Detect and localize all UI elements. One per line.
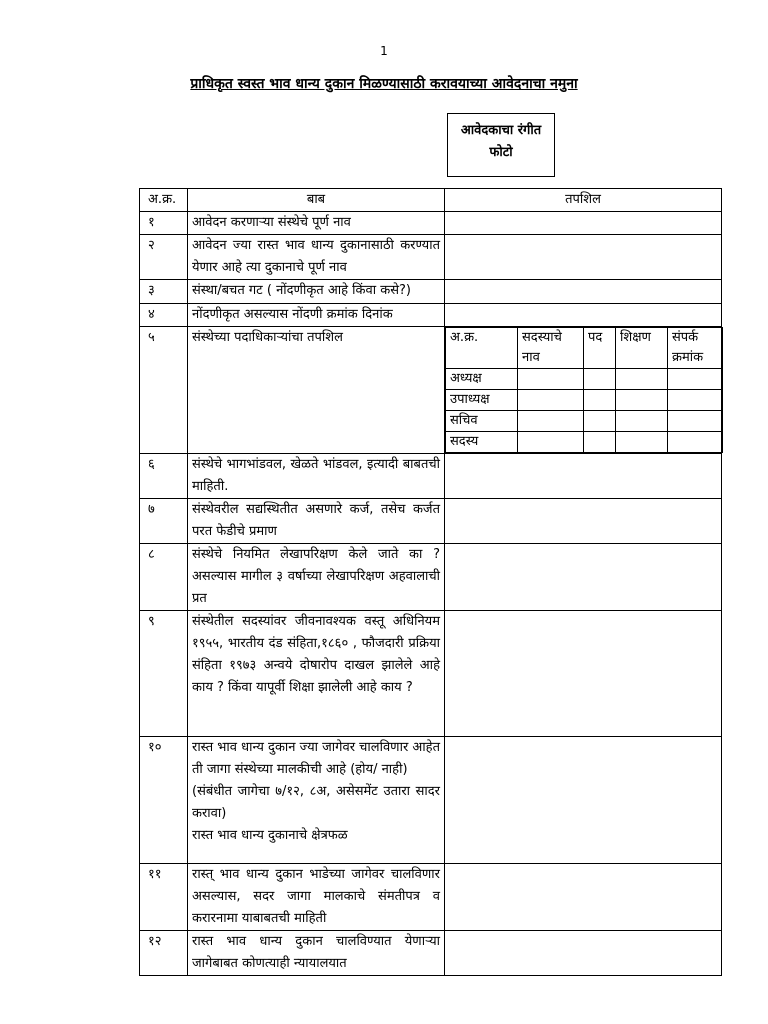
header-details: तपशिल — [445, 189, 722, 212]
official-role: अध्यक्ष — [446, 369, 518, 390]
row-item-text: संस्थेतील सदस्यांवर जीवनावश्यक वस्तू अधिनियम १९५५, भारतीय दंड संहिता,१८६० , फौजदारी प्रक्रिया संहिता १९७३ अन्वये दोषारोप दाखल झालेले आहे काय ? किंवा यापूर्वी शिक्षा झालेली आहे काय ? — [188, 611, 445, 737]
row-details-cell[interactable] — [445, 454, 722, 499]
row-item-text: आवेदन ज्या रास्त भाव धान्य दुकानासाठी करण्यात येणार आहे त्या दुकानाचे पूर्ण नाव — [188, 235, 445, 280]
table-row — [140, 212, 722, 235]
official-contact-cell[interactable] — [668, 390, 723, 411]
officials-header-contact: संपर्क क्रमांक — [668, 328, 723, 369]
official-post-cell[interactable] — [584, 390, 616, 411]
officials-header-sr: अ.क्र. — [446, 328, 518, 369]
application-form-table — [139, 188, 722, 976]
row-details-cell[interactable] — [445, 737, 722, 864]
photo-box — [447, 113, 555, 177]
row-details-cell[interactable] — [445, 499, 722, 544]
officials-row — [446, 369, 723, 390]
photo-box-label-2: फोटो — [489, 145, 513, 160]
table-row — [140, 544, 722, 611]
row-item-text: रास्त् भाव धान्य दुकान भाडेच्या जागेवर चालविणार असल्यास, सदर जागा मालकाचे संमतीपत्र व करारनामा याबाबतची माहिती — [188, 864, 445, 931]
official-role: सचिव — [446, 411, 518, 432]
official-role: उपाध्यक्ष — [446, 390, 518, 411]
table-row — [140, 611, 722, 737]
officials-table — [445, 327, 723, 453]
row-item-text — [188, 737, 445, 864]
row-item-text: संस्थेच्या पदाधिकाऱ्यांचा तपशिल — [188, 327, 445, 454]
row-details-cell[interactable] — [445, 611, 722, 737]
row-details-cell[interactable] — [445, 544, 722, 611]
table-row — [140, 499, 722, 544]
header-sr: अ.क्र. — [140, 189, 188, 212]
officials-row — [446, 411, 723, 432]
official-education-cell[interactable] — [616, 432, 668, 453]
official-post-cell[interactable] — [584, 411, 616, 432]
row-item-text-line: (संबंधीत जागेचा ७/१२, ८अ, असेसमेंट उतारा सादर करावा) — [192, 784, 440, 821]
row-number: १ — [140, 212, 188, 235]
table-row — [140, 235, 722, 280]
official-name-cell[interactable] — [518, 390, 584, 411]
row-number: १२ — [140, 931, 188, 976]
officials-header-education: शिक्षण — [616, 328, 668, 369]
row-item-text: संस्थेचे भागभांडवल, खेळते भांडवल, इत्यादी बाबतची माहिती. — [188, 454, 445, 499]
row-details-cell[interactable] — [445, 864, 722, 931]
table-row — [140, 327, 722, 454]
row-number: ११ — [140, 864, 188, 931]
row-item-text-line: रास्त भाव धान्य दुकानाचे क्षेत्रफळ — [192, 828, 348, 843]
official-name-cell[interactable] — [518, 432, 584, 453]
photo-box-label-1: आवेदकाचा रंगीत — [460, 123, 542, 138]
official-name-cell[interactable] — [518, 369, 584, 390]
table-row — [140, 864, 722, 931]
row-item-text: रास्त भाव धान्य दुकान चालविण्यात येणाऱ्या जागेबाबत कोणत्याही न्यायालयात — [188, 931, 445, 976]
row-item-text-line: रास्त भाव धान्य दुकान ज्या जागेवर चालविणार आहेत ती जागा संस्थेच्या मालकीची आहे (होय/ नाही) — [192, 740, 440, 777]
page-number: 1 — [380, 44, 388, 58]
officials-header-row — [446, 328, 723, 369]
table-row — [140, 280, 722, 304]
table-row — [140, 737, 722, 864]
row-number: ६ — [140, 454, 188, 499]
table-header-row — [140, 189, 722, 212]
official-contact-cell[interactable] — [668, 411, 723, 432]
officials-cell — [445, 327, 722, 454]
row-number: ५ — [140, 327, 188, 454]
row-details-cell[interactable] — [445, 304, 722, 327]
official-post-cell[interactable] — [584, 369, 616, 390]
official-post-cell[interactable] — [584, 432, 616, 453]
officials-row — [446, 390, 723, 411]
official-role: सदस्य — [446, 432, 518, 453]
official-education-cell[interactable] — [616, 390, 668, 411]
official-contact-cell[interactable] — [668, 369, 723, 390]
row-details-cell[interactable] — [445, 280, 722, 304]
row-item-text: आवेदन करणाऱ्या संस्थेचे पूर्ण नाव — [188, 212, 445, 235]
officials-row — [446, 432, 723, 453]
row-details-cell[interactable] — [445, 212, 722, 235]
row-number: ३ — [140, 280, 188, 304]
table-row — [140, 454, 722, 499]
header-item: बाब — [188, 189, 445, 212]
row-number: ९ — [140, 611, 188, 737]
row-number: ८ — [140, 544, 188, 611]
officials-header-name: सदस्याचे नाव — [518, 328, 584, 369]
row-details-cell[interactable] — [445, 235, 722, 280]
row-details-cell[interactable] — [445, 931, 722, 976]
row-number: ७ — [140, 499, 188, 544]
form-title: प्राधिकृत स्वस्त भाव धान्य दुकान मिळण्यासाठी करावयाच्या आवेदनाचा नमुना — [190, 76, 578, 92]
official-contact-cell[interactable] — [668, 432, 723, 453]
row-item-text: नोंदणीकृत असल्यास नोंदणी क्रमांक दिनांक — [188, 304, 445, 327]
row-number: ४ — [140, 304, 188, 327]
row-number: १० — [140, 737, 188, 864]
row-item-text: संस्थेचे नियमित लेखापरिक्षण केले जाते का ? असल्यास मागील ३ वर्षाच्या लेखापरिक्षण अहवालाची प्रत — [188, 544, 445, 611]
official-name-cell[interactable] — [518, 411, 584, 432]
table-row — [140, 931, 722, 976]
official-education-cell[interactable] — [616, 411, 668, 432]
row-number: २ — [140, 235, 188, 280]
official-education-cell[interactable] — [616, 369, 668, 390]
officials-header-post: पद — [584, 328, 616, 369]
row-item-text: संस्थेवरील सद्यस्थितीत असणारे कर्ज, तसेच कर्जत परत फेडीचे प्रमाण — [188, 499, 445, 544]
table-row — [140, 304, 722, 327]
row-item-text: संस्था/बचत गट ( नोंदणीकृत आहे किंवा कसे?) — [188, 280, 445, 304]
